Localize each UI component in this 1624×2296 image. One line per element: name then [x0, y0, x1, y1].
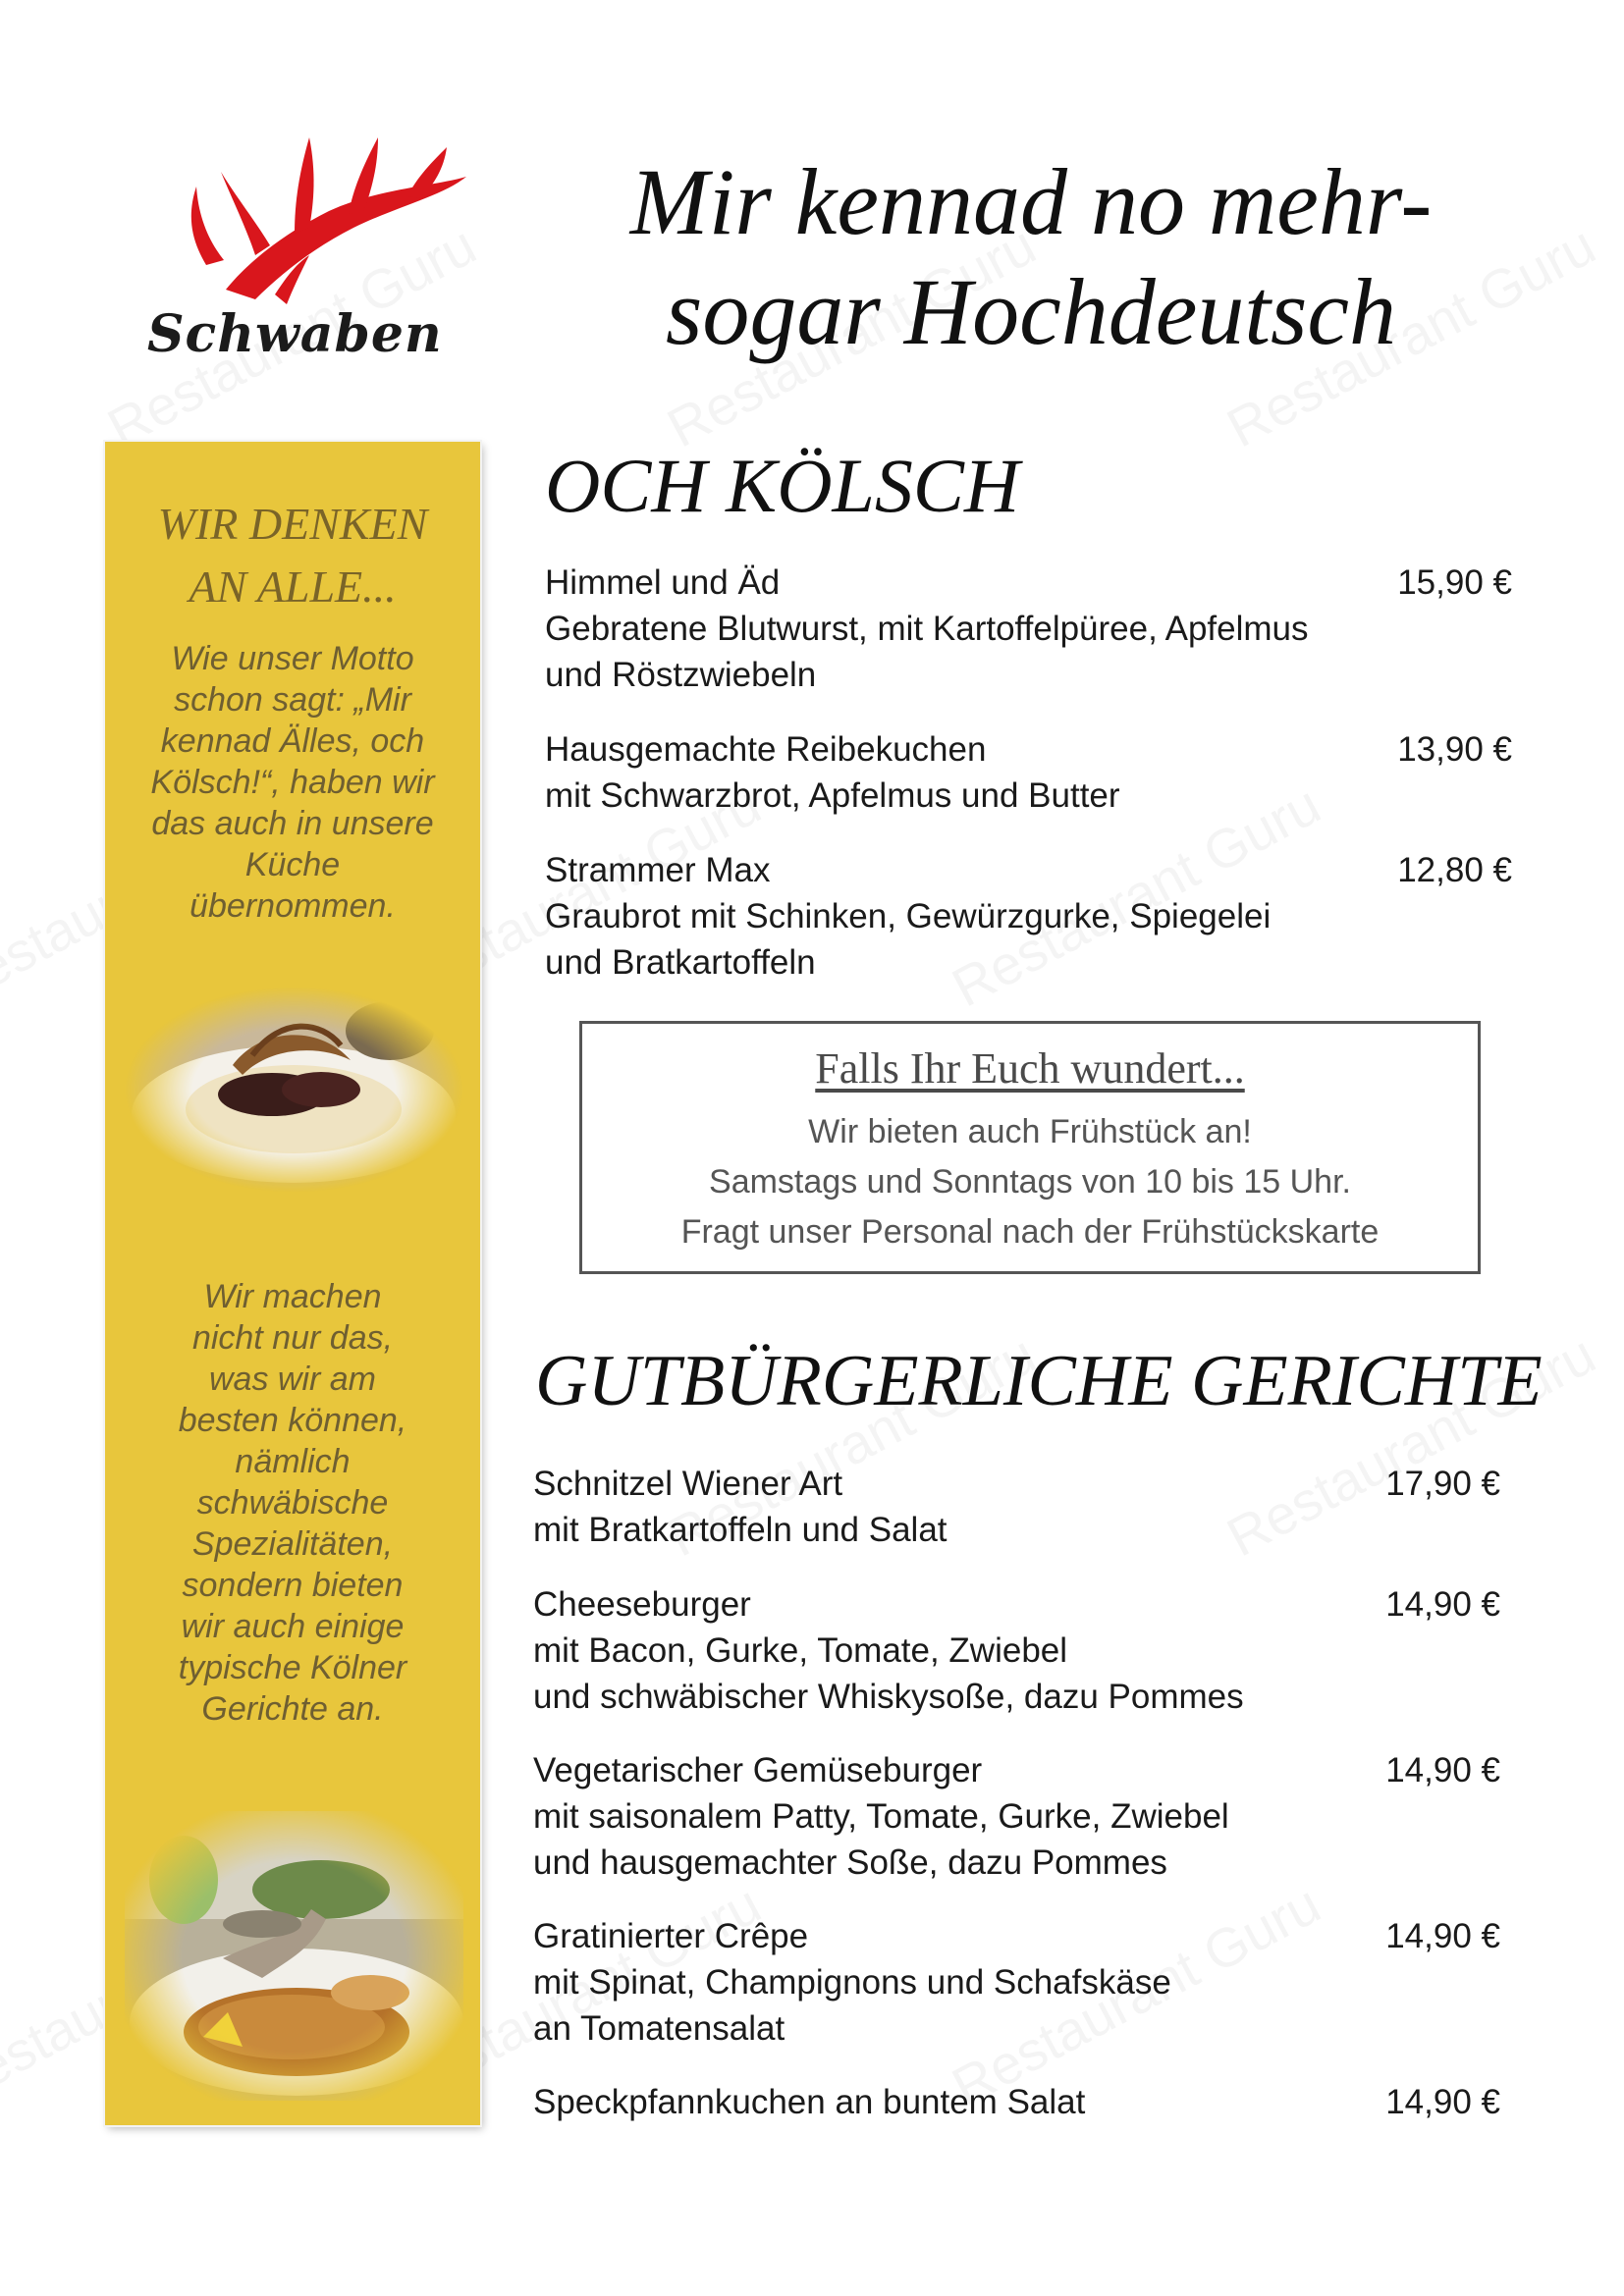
menu-item-description: mit Spinat, Champignons und Schafskäse — [533, 1963, 1171, 2002]
sidebar-text-line: übernommen. — [189, 887, 396, 925]
sidebar-specialties-text — [105, 1276, 480, 1730]
logo — [108, 118, 481, 383]
sidebar-text-line: wir auch einige — [181, 1608, 405, 1645]
sidebar-text-line: Spezialitäten, — [191, 1525, 394, 1563]
menu-item-name: Speckpfannkuchen an buntem Salat — [533, 2083, 1086, 2121]
sidebar-text-line: Küche — [244, 846, 341, 883]
menu-item-description: Graubrot mit Schinken, Gewürzgurke, Spiegelei — [545, 897, 1272, 935]
sidebar — [105, 442, 480, 2125]
menu-item-price: 17,90 € — [1385, 1465, 1500, 1503]
sidebar-text-line: schwäbische — [196, 1484, 389, 1522]
sidebar-text-line: das auch in unsere — [151, 805, 434, 842]
food-photo-blutwurst — [125, 987, 463, 1193]
food-photo-schnitzel — [125, 1811, 463, 2101]
sidebar-text-line: sondern bieten — [182, 1567, 404, 1604]
section-title-gutbuergerliche-gerichte: GUTBÜRGERLICHE GERICHTE — [535, 1341, 1543, 1421]
menu-item-name: Strammer Max — [545, 851, 771, 889]
sidebar-title-line-1: WIR DENKEN — [157, 499, 428, 549]
sidebar-text-line: nicht nur das, — [191, 1319, 394, 1357]
menu-item-description: mit saisonalem Patty, Tomate, Gurke, Zwiebel — [533, 1797, 1229, 1836]
menu-item — [533, 1747, 1500, 1886]
sidebar-text-line: Gerichte an. — [201, 1690, 384, 1728]
info-box-title: Falls Ihr Euch wundert... — [815, 1044, 1245, 1093]
menu-item-description: an Tomatensalat — [533, 2009, 785, 2048]
info-box-line: Fragt unser Personal nach der Frühstückskarte — [680, 1213, 1380, 1251]
menu-item — [533, 1461, 1500, 1553]
menu-item-price: 15,90 € — [1397, 563, 1512, 602]
menu-item-name: Cheeseburger — [533, 1585, 751, 1624]
sidebar-text-line: Wir machen — [203, 1278, 382, 1315]
menu-item-description: und Röstzwiebeln — [545, 656, 817, 694]
menu-item — [533, 1581, 1500, 1720]
menu-item — [533, 1913, 1500, 2052]
sidebar-text-line: was wir am — [208, 1361, 377, 1398]
menu-item-name: Himmel und Äd — [545, 563, 781, 602]
menu-item-price: 14,90 € — [1385, 1917, 1500, 1955]
antlers-icon — [108, 118, 481, 314]
menu-item — [545, 560, 1512, 698]
menu-item-description: mit Bratkartoffeln und Salat — [533, 1511, 947, 1549]
sidebar-text-line: schon sagt: „Mir — [174, 681, 411, 719]
menu-item-description: mit Bacon, Gurke, Tomate, Zwiebel — [533, 1631, 1068, 1670]
headline-line-2: sogar Hochdeutsch — [666, 259, 1396, 364]
menu-item-name: Hausgemachte Reibekuchen — [545, 730, 987, 769]
menu-item-description: und hausgemachter Soße, dazu Pommes — [533, 1843, 1167, 1882]
sidebar-text-line: Kölsch!“, haben wir — [150, 764, 435, 801]
sidebar-title — [105, 493, 480, 618]
menu-item-price: 13,90 € — [1397, 730, 1512, 769]
menu-item-description: und schwäbischer Whiskysoße, dazu Pommes — [533, 1678, 1244, 1716]
sidebar-text-line: Wie unser Motto — [171, 640, 414, 677]
menu-item-description: mit Schwarzbrot, Apfelmus und Butter — [545, 776, 1120, 815]
sidebar-motto-text — [105, 638, 480, 927]
menu-item-price: 12,80 € — [1397, 851, 1512, 889]
menu-item-description: Gebratene Blutwurst, mit Kartoffelpüree, Apfelmus — [545, 610, 1309, 648]
menu-item — [545, 726, 1512, 819]
menu-item-name: Vegetarischer Gemüseburger — [533, 1751, 983, 1789]
menu-item-price: 14,90 € — [1385, 1751, 1500, 1789]
menu-item-name: Schnitzel Wiener Art — [533, 1465, 843, 1503]
section-title-och-koelsch: OCH KÖLSCH — [545, 443, 1020, 528]
sidebar-text-line: typische Kölner — [178, 1649, 407, 1686]
menu-item-price: 14,90 € — [1385, 2083, 1500, 2121]
logo-wordmark: Schwaben — [147, 304, 443, 364]
sidebar-title-line-2: AN ALLE... — [189, 561, 397, 612]
info-box-line: Wir bieten auch Frühstück an! — [808, 1113, 1252, 1150]
headline — [550, 147, 1512, 367]
headline-line-1: Mir kennad no mehr- — [629, 149, 1433, 254]
sidebar-text-line: nämlich — [235, 1443, 351, 1480]
breakfast-info-box — [579, 1021, 1481, 1274]
menu-item — [545, 847, 1512, 986]
sidebar-text-line: kennad Älles, och — [160, 722, 425, 760]
menu-item-description: und Bratkartoffeln — [545, 943, 816, 982]
sidebar-text-line: besten können, — [178, 1402, 407, 1439]
info-box-line: Samstags und Sonntags von 10 bis 15 Uhr. — [709, 1163, 1351, 1201]
menu-item-price: 14,90 € — [1385, 1585, 1500, 1624]
menu-item — [533, 2079, 1500, 2125]
menu-item-name: Gratinierter Crêpe — [533, 1917, 809, 1955]
